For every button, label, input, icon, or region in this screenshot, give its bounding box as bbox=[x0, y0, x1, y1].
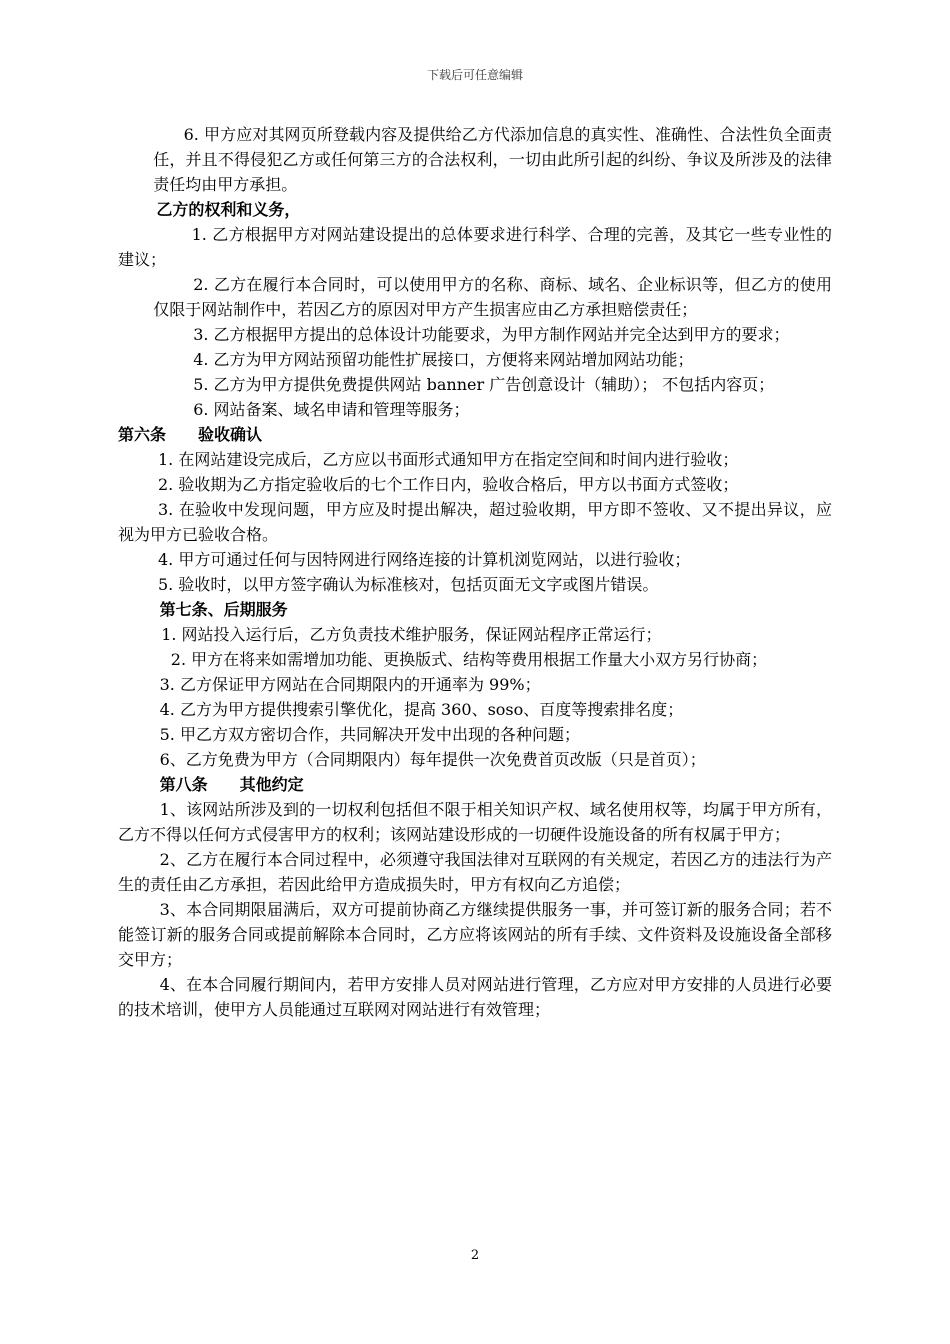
paragraph: 3. 乙方保证甲方网站在合同期限内的开通率为 99%； bbox=[159, 675, 541, 694]
page-number: 2 bbox=[470, 1248, 480, 1263]
paragraph: 6、乙方免费为甲方（合同期限内）每年提供一次免费首页改版（只是首页）； bbox=[159, 750, 706, 769]
paragraph: 1. 乙方根据甲方对网站建设提出的总体要求进行科学、合理的完善，及其它一些专业性的建议； bbox=[118, 225, 832, 269]
section-heading: 乙方的权利和义务， bbox=[156, 200, 301, 219]
paragraph: 2、乙方在履行本合同过程中，必须遵守我国法律对互联网的有关规定，若因乙方的违法行为产生的责任由乙方承担，若因此给甲方造成损失时，甲方有权向乙方追偿； bbox=[118, 850, 832, 894]
paragraph: 2. 乙方在履行本合同时，可以使用甲方的名称、商标、域名、企业标识等，但乙方的使用仅限于网站制作中，若因乙方的原因对甲方产生损害应由乙方承担赔偿责任； bbox=[153, 275, 832, 319]
paragraph: 4. 乙方为甲方网站预留功能性扩展接口，方便将来网站增加网站功能； bbox=[193, 350, 694, 369]
paragraph: 5. 乙方为甲方提供免费提供网站 banner 广告创意设计（辅助）； 不包括内容页； bbox=[193, 375, 775, 394]
paragraph: 4、在本合同履行期间内，若甲方安排人员对网站进行管理，乙方应对甲方安排的人员进行必要的技术培训，使甲方人员能通过互联网对网站进行有效管理； bbox=[118, 975, 832, 1019]
paragraph: 1. 网站投入运行后，乙方负责技术维护服务，保证网站程序正常运行； bbox=[161, 625, 662, 644]
paragraph: 1. 在网站建设完成后，乙方应以书面形式通知甲方在指定空间和时间内进行验收； bbox=[158, 450, 739, 469]
page-header: 下载后可任意编辑 bbox=[426, 68, 523, 82]
section-heading-article-7: 第七条、后期服务 bbox=[159, 600, 288, 619]
paragraph: 5. 甲乙方双方密切合作，共同解决开发中出现的各种问题； bbox=[159, 725, 580, 744]
paragraph: 3、本合同期限届满后，双方可提前协商乙方继续提供服务一事，并可签订新的服务合同；若不能签订新的服务合同或提前解除本合同时，乙方应将该网站的所有手续、文件资料及设施设备全部移交甲方； bbox=[118, 900, 832, 969]
paragraph: 1、该网站所涉及到的一切权利包括但不限于相关知识产权、域名使用权等，均属于甲方所有，乙方不得以任何方式侵害甲方的权利；该网站建设形成的一切硬件设施设备的所有权属于甲方； bbox=[118, 800, 832, 844]
paragraph: 3. 乙方根据甲方提出的总体设计功能要求，为甲方制作网站并完全达到甲方的要求； bbox=[193, 325, 790, 344]
paragraph: 3. 在验收中发现问题，甲方应及时提出解决，超过验收期，甲方即不签收、又不提出异议，应视为甲方已验收合格。 bbox=[118, 500, 832, 544]
section-heading-article-8: 第八条 其他约定 bbox=[159, 775, 304, 794]
paragraph: 4. 乙方为甲方提供搜索引擎优化，提高 360、soso、百度等搜索排名度； bbox=[159, 700, 684, 719]
paragraph: 2. 验收期为乙方指定验收后的七个工作日内，验收合格后，甲方以书面方式签收； bbox=[158, 475, 739, 494]
document-body bbox=[118, 122, 832, 1022]
paragraph: 2. 甲方在将来如需增加功能、更换版式、结构等费用根据工作量大小双方另行协商； bbox=[170, 650, 768, 669]
paragraph: 4. 甲方可通过任何与因特网进行网络连接的计算机浏览网站，以进行验收； bbox=[158, 550, 691, 569]
paragraph: 6. 甲方应对其网页所登载内容及提供给乙方代添加信息的真实性、准确性、合法性负全面责任，并且不得侵犯乙方或任何第三方的合法权利，一切由此所引起的纠纷、争议及所涉及的法律责任均由甲方承担。 bbox=[153, 125, 832, 194]
paragraph: 5. 验收时，以甲方签字确认为标准核对，包括页面无文字或图片错误。 bbox=[158, 575, 659, 594]
section-heading-article-6: 第六条 验收确认 bbox=[118, 425, 263, 444]
paragraph: 6. 网站备案、域名申请和管理等服务； bbox=[193, 400, 470, 419]
